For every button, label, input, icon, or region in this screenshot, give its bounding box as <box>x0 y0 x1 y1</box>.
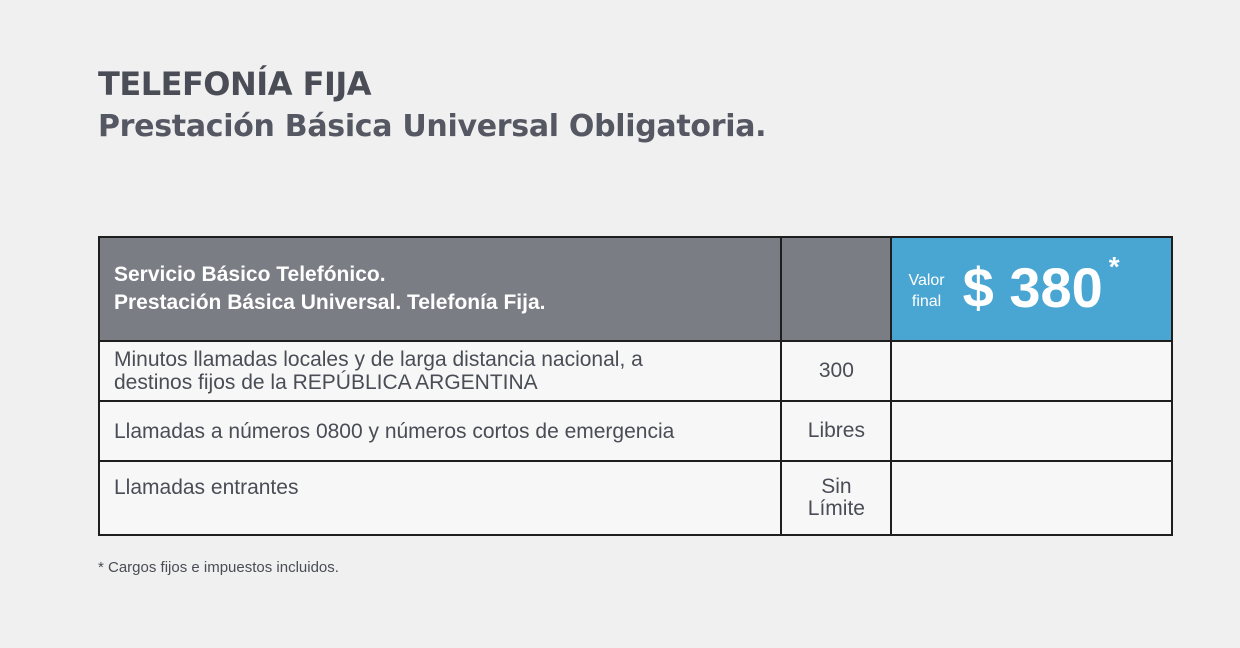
header-quantity-cell <box>781 237 891 341</box>
table-row <box>99 401 1172 461</box>
row-quantity: 300 <box>781 341 891 401</box>
plan-table <box>98 236 1173 536</box>
price-cell <box>891 237 1172 341</box>
row-description: Llamadas a números 0800 y números cortos de emergencia <box>99 401 781 461</box>
price-box <box>892 238 1171 340</box>
header-description-cell <box>99 237 781 341</box>
row-price-cell <box>891 341 1172 401</box>
price-label-line1: Valor <box>908 272 945 289</box>
price-footnote-mark: * <box>1108 251 1120 282</box>
row-quantity-line2: Límite <box>807 497 865 520</box>
header-description-line1: Servicio Básico Telefónico. <box>114 263 386 286</box>
heading <box>98 62 766 148</box>
price-value: $ 380 <box>962 256 1103 319</box>
footnote: * Cargos fijos e impuestos incluidos. <box>98 559 339 576</box>
table-header-row <box>99 237 1172 341</box>
row-price-cell <box>891 461 1172 535</box>
row-quantity-cell <box>781 461 891 535</box>
table-row <box>99 341 1172 401</box>
row-quantity: Libres <box>781 401 891 461</box>
row-price-cell <box>891 401 1172 461</box>
row-description-line2: destinos fijos de la REPÚBLICA ARGENTINA <box>114 371 538 394</box>
row-quantity-line1: Sin <box>821 475 852 498</box>
row-description-cell <box>99 341 781 401</box>
row-description: Llamadas entrantes <box>99 461 781 535</box>
header-description-line2: Prestación Básica Universal. Telefonía Fija. <box>114 291 546 314</box>
page-subtitle: Prestación Básica Universal Obligatoria. <box>98 109 767 144</box>
page-title: TELEFONÍA FIJA <box>98 65 372 103</box>
price-label-line2: final <box>911 293 942 310</box>
price-label <box>908 270 944 312</box>
table-row <box>99 461 1172 535</box>
row-description-line1: Minutos llamadas locales y de larga distancia nacional, a <box>114 348 643 371</box>
